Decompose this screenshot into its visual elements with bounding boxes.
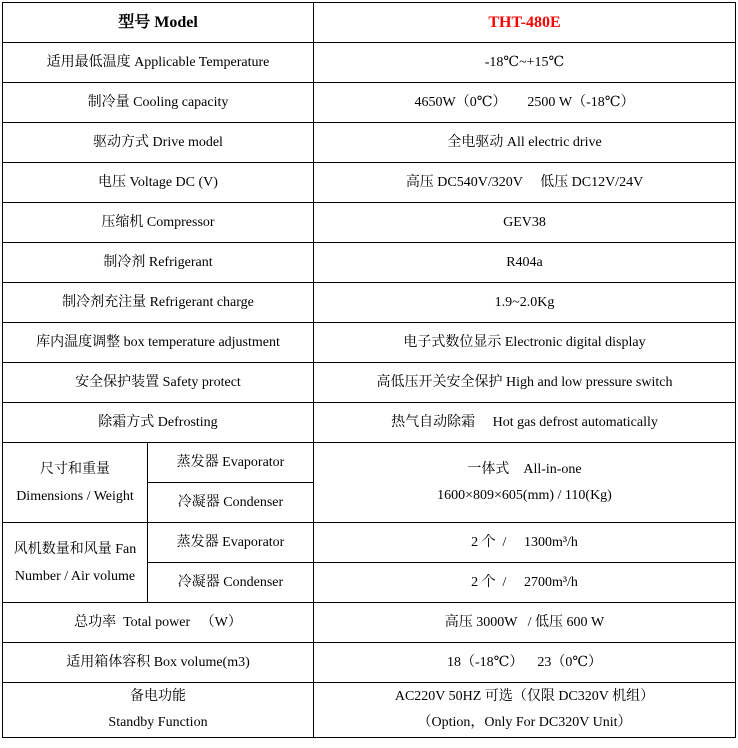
spec-value: 4650W（0℃） 2500 W（-18℃） <box>314 83 736 123</box>
spec-value: 1.9~2.0Kg <box>314 283 736 323</box>
table-row <box>3 123 736 163</box>
table-row <box>3 643 736 683</box>
standby-label-line1: 备电功能 <box>130 689 186 704</box>
spec-value: GEV38 <box>314 203 736 243</box>
dimensions-evaporator-label: 蒸发器 Evaporator <box>148 443 314 483</box>
spec-label: 压缩机 Compressor <box>3 203 314 243</box>
standby-label <box>3 683 314 738</box>
table-row <box>3 243 736 283</box>
spec-label: 除霜方式 Defrosting <box>3 403 314 443</box>
table-header-row <box>3 3 736 43</box>
spec-value: 18（-18℃） 23（0℃） <box>314 643 736 683</box>
spec-label: 制冷量 Cooling capacity <box>3 83 314 123</box>
fan-evaporator-label: 蒸发器 Evaporator <box>148 523 314 563</box>
table-row <box>3 603 736 643</box>
spec-label: 适用最低温度 Applicable Temperature <box>3 43 314 83</box>
standby-label-line2: Standby Function <box>108 715 208 730</box>
dimensions-value-line2: 1600×809×605(mm) / 110(Kg) <box>437 487 612 503</box>
fan-evaporator-value: 2 个 / 1300m³/h <box>314 523 736 563</box>
spec-value: 高压 DC540V/320V 低压 DC12V/24V <box>314 163 736 203</box>
spec-label: 总功率 Total power （W） <box>3 603 314 643</box>
table-row <box>3 323 736 363</box>
model-label: 型号 Model <box>3 3 314 43</box>
fan-condenser-value: 2 个 / 2700m³/h <box>314 563 736 603</box>
dimensions-value-line1: 一体式 All-in-one <box>467 461 582 477</box>
standby-value-line2: （Option，Only For DC320V Unit） <box>417 715 632 730</box>
spec-label: 制冷剂充注量 Refrigerant charge <box>3 283 314 323</box>
spec-value: 全电驱动 All electric drive <box>314 123 736 163</box>
spec-label: 电压 Voltage DC (V) <box>3 163 314 203</box>
spec-value: -18℃~+15℃ <box>314 43 736 83</box>
table-row <box>3 403 736 443</box>
spec-value: 电子式数位显示 Electronic digital display <box>314 323 736 363</box>
spec-label: 库内温度调整 box temperature adjustment <box>3 323 314 363</box>
table-row <box>3 43 736 83</box>
table-row-standby <box>3 683 736 738</box>
fan-label: 风机数量和风量 Fan Number / Air volume <box>3 523 148 603</box>
spec-label: 驱动方式 Drive model <box>3 123 314 163</box>
dimensions-label: 尺寸和重量 Dimensions / Weight <box>3 443 148 523</box>
dimensions-condenser-label: 冷凝器 Condenser <box>148 483 314 523</box>
spec-label: 适用箱体容积 Box volume(m3) <box>3 643 314 683</box>
spec-value: 高压 3000W / 低压 600 W <box>314 603 736 643</box>
dimensions-value <box>314 443 736 523</box>
table-row-fan <box>3 523 736 563</box>
spec-table <box>2 2 736 738</box>
table-row <box>3 83 736 123</box>
spec-value: 热气自动除霜 Hot gas defrost automatically <box>314 403 736 443</box>
model-value: THT-480E <box>314 3 736 43</box>
fan-condenser-label: 冷凝器 Condenser <box>148 563 314 603</box>
table-row <box>3 163 736 203</box>
table-row <box>3 363 736 403</box>
spec-label: 安全保护装置 Safety protect <box>3 363 314 403</box>
standby-value <box>314 683 736 738</box>
table-row <box>3 203 736 243</box>
table-row <box>3 283 736 323</box>
spec-value: 高低压开关安全保护 High and low pressure switch <box>314 363 736 403</box>
standby-value-line1: AC220V 50HZ 可选（仅限 DC320V 机组） <box>394 689 655 704</box>
table-row-dimensions <box>3 443 736 483</box>
spec-label: 制冷剂 Refrigerant <box>3 243 314 283</box>
spec-value: R404a <box>314 243 736 283</box>
